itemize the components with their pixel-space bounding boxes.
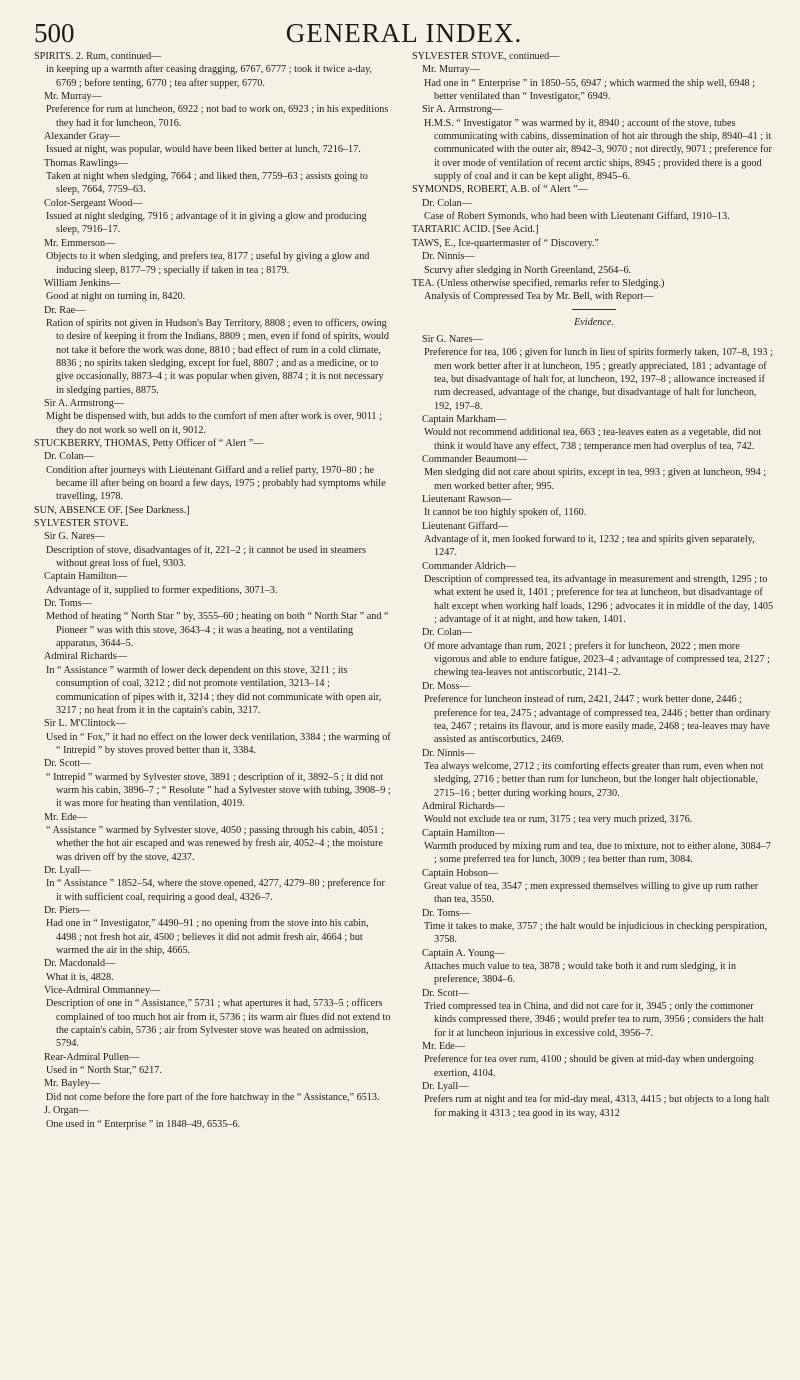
- index-witness: Dr. Toms—: [44, 598, 92, 610]
- index-witness: Alexander Gray—: [44, 131, 120, 143]
- index-entry-text: Did not come before the fore part of the fore hatchway in the “ Assistance,” 6513.: [46, 1091, 380, 1103]
- index-entry-text: Time it takes to make, 3757 ; the halt would be injudicious in checking perspiration, 3758.: [424, 921, 768, 946]
- index-witness: Admiral Richards—: [422, 800, 505, 812]
- index-witness: Dr. Colan—: [422, 197, 472, 209]
- index-entry-text: Scurvy after sledging in North Greenland, 2564–6.: [424, 264, 632, 276]
- index-witness: Dr. Rae—: [44, 304, 86, 316]
- index-entry-text: Used in “ Fox,” it had no effect on the lower deck ventilation, 3384 ; the warming of “ Intrepid ” by stoves proved better than it, 3384.: [46, 731, 391, 756]
- index-witness: Mr. Murray—: [44, 91, 102, 103]
- index-entry-text: Would not exclude tea or rum, 3175 ; tea very much prized, 3176.: [424, 814, 693, 826]
- index-witness: Dr. Scott—: [422, 987, 469, 999]
- index-entry-text: It cannot be too highly spoken of, 1160.: [424, 507, 587, 519]
- index-witness: Sir A. Armstrong—: [422, 104, 503, 116]
- index-witness: Sir L. M'Clintock—: [44, 718, 126, 730]
- index-entry-text: Advantage of it, supplied to former expeditions, 3071–3.: [46, 584, 278, 596]
- right-column: [412, 50, 776, 1120]
- index-entry-text: H.M.S. “ Investigator ” was warmed by it, 8940 ; account of the stove, tubes communicating with cabins, dissemination of hot air through the ship, 8940–41 ; it communicated with the outer air, 8942–3, 9070 ; not directly, 9071 ; preference for it over mode of ventilation of recent arctic ships, 8945 ; provided there is a good supply of coal and it can be kept alight, 8945–6.: [424, 117, 772, 183]
- index-entry-text: Advantage of it, men looked forward to it, 1232 ; tea and spirits given separately, 1247.: [424, 534, 755, 559]
- index-heading: SYMONDS, ROBERT, A.B. of “ Alert ”—: [412, 184, 588, 196]
- index-heading: TAWS, E., Ice-quartermaster of “ Discovery.”: [412, 237, 599, 249]
- index-entry-text: Might be dispensed with, but adds to the comfort of men after work is over, 9011 ; they do not work so well on it, 9012.: [46, 411, 382, 436]
- index-witness: Commander Aldrich—: [422, 560, 516, 572]
- index-witness: Mr. Bayley—: [44, 1078, 101, 1090]
- index-witness: Sir G. Nares—: [422, 333, 483, 345]
- index-entry-text: Analysis of Compressed Tea by Mr. Bell, with Report—: [424, 291, 654, 303]
- index-heading: TEA. (Unless otherwise specified, remarks refer to Sledging.): [412, 277, 665, 289]
- index-entry-text: Taken at night when sledging, 7664 ; and liked then, 7759–63 ; assists going to sleep, 7664, 7759–63.: [46, 171, 368, 196]
- index-entry-text: Description of compressed tea, its advantage in measurement and strength, 1295 ; to what extent he used it, 1401 ; preference for tea at luncheon, but disadvantage of halt except when working half loads, 1296 ; advocates it in middle of the day, 1405 ; advantage of it at night, and how taken, 1401.: [424, 574, 774, 626]
- section-label: Evidence.: [574, 316, 614, 328]
- index-witness: Dr. Moss—: [422, 680, 470, 692]
- index-entry-text: Good at night on turning in, 8420.: [46, 291, 186, 303]
- index-witness: Admiral Richards—: [44, 651, 127, 663]
- index-heading: SYLVESTER STOVE.: [34, 518, 129, 530]
- index-entry-text: Description of one in “ Assistance,” 5731 ; what apertures it had, 5733–5 ; officers complained of too much hot air from it, 5736 ; its warm air flues did not extend to the captain's cabin, 5736 ; air from Sylvester stove was heated on admission, 5794.: [46, 998, 391, 1050]
- index-witness: Vice-Admiral Ommanney—: [44, 985, 161, 997]
- index-entry-text: Method of heating “ North Star ” by, 3555–60 ; heating on both “ North Star ” and “ Pioneer ” was with this stove, 3643–4 ; it was a heating, not a ventilating apparatus, 3644–5.: [46, 611, 389, 650]
- index-entry-text: Preference for rum at luncheon, 6922 ; not bad to work on, 6923 ; in his expeditions they had it for luncheon, 7016.: [46, 104, 389, 129]
- index-witness: Dr. Ninnis—: [422, 747, 475, 759]
- index-heading: STUCKBERRY, THOMAS, Petty Officer of “ Alert ”—: [34, 437, 264, 449]
- index-witness: Dr. Toms—: [422, 907, 470, 919]
- page-title: GENERAL INDEX.: [285, 18, 523, 48]
- index-entry-text: Preference for tea over rum, 4100 ; should be given at mid-day when undergoing exertion, 4104.: [424, 1054, 754, 1079]
- index-entry-text: Preference for tea, 106 ; given for lunch in lieu of spirits formerly taken, 107–8, 193 ; men work better after it at luncheon, 195 ; greatly appreciated, 181 ; advantage of tea, but disadvantage of halt for, at luncheon, 192, 197–8 ; allowance increased if rum decreased, advantage of the change, but disadvantage of halt for luncheon, 192, 197–8.: [424, 347, 773, 412]
- divider: [572, 309, 616, 310]
- index-witness: Dr. Macdonald—: [44, 958, 116, 970]
- index-entry-text: Men sledging did not care about spirits, except in tea, 993 ; given at luncheon, 994 ; men worked better after, 995.: [424, 467, 767, 492]
- index-witness: Dr. Ninnis—: [422, 251, 475, 263]
- index-witness: Dr. Colan—: [44, 451, 94, 463]
- index-entry-text: Preference for luncheon instead of rum, 2421, 2447 ; work better done, 2446 ; preference for tea, 2475 ; advantage of compressed tea, 2446 ; better than ordinary tea, 2467 ; retains its flavour, and is more easily made, 2468 ; tea-leaves may have assisted as antiscorbutics, 2469.: [424, 694, 771, 746]
- index-witness: Rear-Admiral Pullen—: [44, 1051, 140, 1063]
- index-heading: SPIRITS. 2. Rum, continued—: [34, 51, 162, 62]
- index-witness: Captain Hamilton—: [422, 827, 505, 839]
- index-witness: Mr. Murray—: [422, 64, 480, 76]
- index-entry-text: Issued at night, was popular, would have been liked better at lunch, 7216–17.: [46, 144, 361, 156]
- index-witness: Dr. Lyall—: [44, 864, 91, 876]
- index-entry-text: “ Intrepid ” warmed by Sylvester stove, 3891 ; description of it, 3892–5 ; it did not warm his cabin, 3896–7 ; “ Resolute ” had a Sylvester stove with tubing, 3908–9 ; it was more for heating than ventilation, 4019.: [46, 771, 391, 810]
- index-entry-text: In “ Assistance ” 1852–54, where the stove opened, 4277, 4279–80 ; preference for it with sufficient coal, requiring a good deal, 4326–7.: [46, 878, 385, 903]
- index-witness: Mr. Emmerson—: [44, 237, 116, 249]
- index-entry-text: What it is, 4828.: [46, 971, 114, 983]
- index-entry-text: Tried compressed tea in China, and did not care for it, 3945 ; only the commoner kinds compressed there, 3946 ; would prefer tea to rum, 3956 ; considers the halt for it at luncheon injurious in excessive cold, 3956–7.: [424, 1001, 764, 1039]
- page-number: 500: [34, 18, 75, 48]
- index-witness: Lieutenant Giffard—: [422, 520, 509, 532]
- index-entry-text: One used in “ Enterprise ” in 1848–49, 6535–6.: [46, 1118, 241, 1130]
- index-witness: Commander Beaumont—: [422, 453, 527, 465]
- index-entry-text: Had one in “ Enterprise ” in 1850–55, 6947 ; which warmed the ship well, 6948 ; better ventilated than “ Investigator,” 6949.: [424, 77, 756, 103]
- index-witness: Captain Hamilton—: [44, 571, 127, 583]
- index-entry-text: Description of stove, disadvantages of it, 221–2 ; it cannot be used in steamers without great loss of fuel, 9303.: [46, 544, 366, 570]
- index-entry-text: Objects to it when sledging, and prefers tea, 8177 ; useful by giving a glow and inducing sleep, 8177–79 ; specially if taken in tea ; 8179.: [46, 251, 370, 276]
- index-entry-text: Of more advantage than rum, 2021 ; prefers it for luncheon, 2022 ; men more vigorous and able to endure fatigue, 2023–4 ; advantage of compressed tea, 2127 ; chewing tea-leaves not antiscorbutic, 2141–2.: [424, 640, 770, 679]
- index-entry-text: Issued at night sledging, 7916 ; advantage of it in giving a glow and producing sleep, 7916–17.: [46, 211, 367, 236]
- index-entry-text: “ Assistance ” warmed by Sylvester stove, 4050 ; passing through his cabin, 4051 ; whether the hot air escaped and was renewed by fresh air, 4052–4 ; the moisture was driven off by the stove, 4237.: [46, 824, 384, 863]
- index-witness: J. Organ—: [44, 1105, 89, 1117]
- index-entry-text: Had one in “ Investigator,” 4490–91 ; no opening from the stove into his cabin, 4498 ; not fresh hot air, 4500 ; believes it did not admit fresh air, 4664 ; but warmed the air in the ship, 4665.: [46, 918, 369, 957]
- index-witness: Thomas Rawlings—: [44, 157, 129, 169]
- index-witness: Lieutenant Rawson—: [422, 494, 512, 505]
- index-witness: Mr. Ede—: [422, 1041, 466, 1053]
- index-witness: Dr. Lyall—: [422, 1081, 469, 1093]
- index-witness: Sir A. Armstrong—: [44, 397, 125, 409]
- index-witness: Dr. Colan—: [422, 627, 472, 639]
- index-witness: Color-Sergeant Wood—: [44, 197, 143, 209]
- index-entry-text: Would not recommend additional tea, 663 ; tea-leaves eaten as a vegetable, did not think it would have any effect, 738 ; temperance men had overplus of tea, 742.: [424, 427, 762, 452]
- index-entry-text: Attaches much value to tea, 3878 ; would take both it and rum sledging, it in preference, 3804–6.: [424, 961, 737, 986]
- index-entry-text: Condition after journeys with Lieutenant Giffard and a relief party, 1970–80 ; he became ill after being on board a few days, 1975 ; probably had symptoms while travelling, 1978.: [46, 464, 386, 503]
- index-entry-text: Prefers rum at night and tea for mid-day meal, 4313, 4415 ; but objects to a long halt for making it 4313 ; tea good in its way, 4312: [424, 1094, 770, 1119]
- index-witness: Captain Markham—: [422, 413, 507, 425]
- index-witness: Dr. Scott—: [44, 758, 91, 770]
- index-entry-text: Used in “ North Star,” 6217.: [46, 1065, 162, 1077]
- index-witness: Captain Hobson—: [422, 867, 499, 879]
- index-heading: SYLVESTER STOVE, continued—: [412, 51, 560, 62]
- index-entry-text: In “ Assistance ” warmth of lower deck dependent on this stove, 3211 ; its consumption of coal, 3212 ; did not promote ventilation, 3213–14 ; communication of pipes with it, 3214 ; they did not communicate with open air, 3217 ; no heat from it in the captain's cabin, 3217.: [46, 664, 382, 716]
- index-heading: TARTARIC ACID. [See Acid.]: [412, 224, 539, 236]
- index-entry-text: Warmth produced by mixing rum and tea, due to mixture, not to either alone, 3084–7 ; some preferred tea for lunch, 3009 ; tea better than rum, 3084.: [424, 840, 771, 866]
- index-witness: Sir G. Nares—: [44, 531, 105, 543]
- left-column: [34, 50, 391, 1131]
- index-witness: Mr. Ede—: [44, 811, 88, 823]
- page-header: [34, 10, 774, 50]
- index-entry-text: in keeping up a warmth after ceasing dragging, 6767, 6777 ; took it twice a-day, 6769 ; before tenting, 6770 ; tea after supper, 6770.: [46, 64, 373, 89]
- index-entry-text: Tea always welcome, 2712 ; its comforting effects greater than rum, even when not sledging, 2716 ; better than rum for luncheon, but the longer halt objectionable, 2715–16 ; better during working hours, 2730.: [424, 760, 764, 799]
- index-witness: Captain A. Young—: [422, 947, 505, 959]
- index-entry-text: Great value of tea, 3547 ; men expressed themselves willing to give up rum rather than tea, 3550.: [424, 880, 759, 906]
- index-entry-text: Case of Robert Symonds, who had been with Lieutenant Giffard, 1910–13.: [424, 211, 730, 223]
- index-witness: William Jenkins—: [44, 277, 121, 289]
- index-witness: Dr. Piers—: [44, 905, 90, 916]
- index-entry-text: Ration of spirits not given in Hudson's Bay Territory, 8808 ; even to officers, owing to desire of keeping it from the Indians, 8809 ; men, even if fond of spirits, would not take it before the work was done, 8810 ; bad effect of rum in a cold climate, 8836 ; no spirits taken sledging, except for fuel, 8807 ; and as a medicine, or to give occasionally, 8873–4 ; it was popular when given, 8874 ; it is not necessary in sledging parties, 8875.: [46, 317, 390, 396]
- index-heading: SUN, ABSENCE OF. [See Darkness.]: [34, 504, 190, 516]
